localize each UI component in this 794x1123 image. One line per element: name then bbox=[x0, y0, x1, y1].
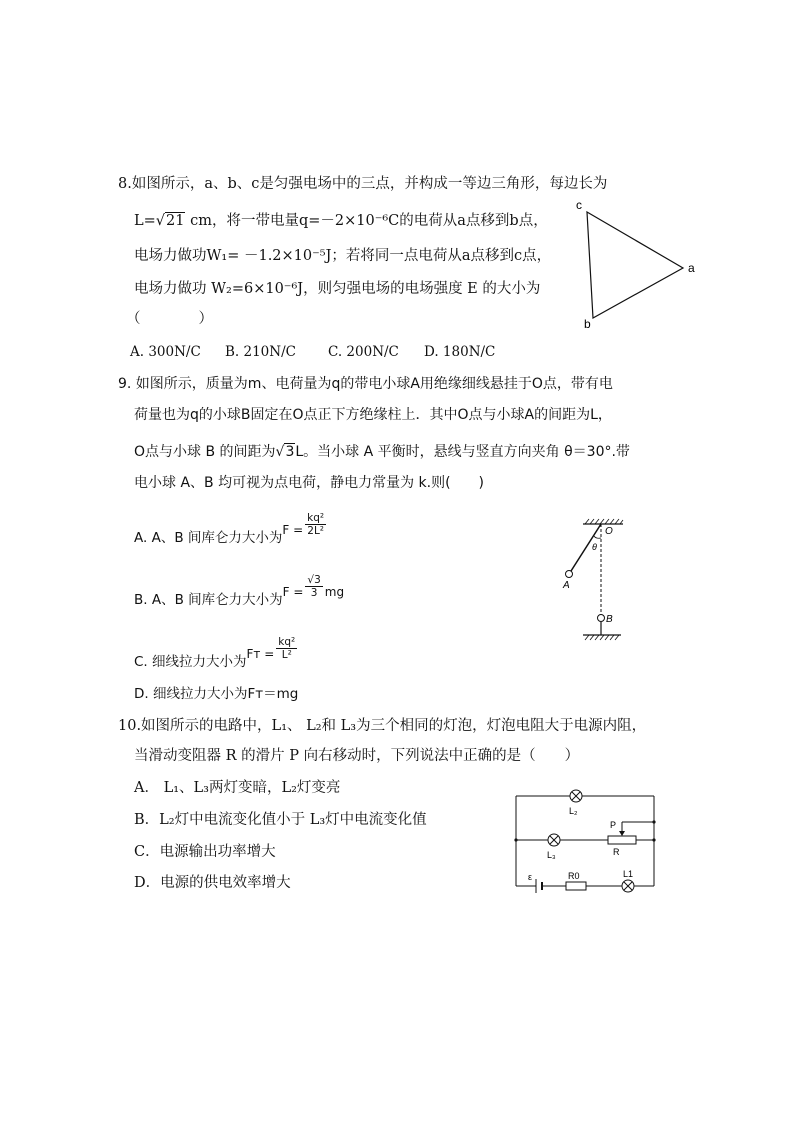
q8-label-a: a bbox=[688, 261, 695, 275]
q10-label-r0: R0 bbox=[568, 871, 580, 881]
q10-junction-right-mid bbox=[652, 838, 655, 841]
q8-line-3: 电场力做功W₁= －1.2×10⁻⁵J；若将同一点电荷从a点移到c点， bbox=[134, 248, 552, 264]
q9-option-c bbox=[134, 636, 297, 678]
q8-sqrt-symbol: √ bbox=[155, 213, 166, 229]
q9-label-theta: θ bbox=[592, 542, 597, 552]
q10-rheostat-r bbox=[608, 836, 636, 844]
q9-option-c-num: kq² bbox=[278, 636, 296, 648]
q9-label-a: A bbox=[563, 580, 570, 591]
q9-label-b: B bbox=[606, 614, 613, 625]
q9-option-d: D. 细线拉力大小为Fᴛ＝mg bbox=[134, 686, 299, 702]
q10-label-eps: ε bbox=[528, 872, 533, 882]
q8-line-1: 8.如图所示，a、b、c是匀强电场中的三点，并构成一等边三角形，每边长为 bbox=[118, 176, 608, 192]
q9-line-2: 荷量也为q的小球B固定在O点正下方绝缘柱上．其中O点与小球A的间距为L， bbox=[134, 407, 612, 423]
q9-option-a-den: 2L² bbox=[307, 525, 325, 537]
q9-option-a-num: kq² bbox=[307, 512, 325, 524]
q8-length-label: L= bbox=[134, 213, 156, 229]
q9-option-c-den: L² bbox=[281, 649, 292, 661]
q9-option-c-fraction bbox=[276, 636, 297, 661]
q10-line-2: 当滑动变阻器 R 的滑片 P 向右移动时，下列说法中正确的是（ ） bbox=[134, 748, 580, 764]
q8-option-a: A. 300N/C bbox=[130, 344, 201, 360]
q8-option-b: B. 210N/C bbox=[225, 344, 296, 360]
q10-option-d: D．电源的供电效率增大 bbox=[134, 875, 291, 891]
q8-triangle-figure bbox=[570, 196, 700, 336]
q9-ball-a bbox=[566, 571, 573, 578]
q9-line-1: 9. 如图所示，质量为m、电荷量为q的带电小球A用绝缘细线悬挂于O点，带有电 bbox=[118, 376, 613, 392]
q8-label-c: c bbox=[576, 198, 582, 212]
q9-option-c-lhs: Fᴛ = bbox=[246, 647, 275, 661]
q9-ceiling-hatch bbox=[585, 519, 623, 524]
q9-option-a-lhs: F = bbox=[282, 523, 304, 537]
q10-junction-left bbox=[514, 838, 517, 841]
q8-option-c: C. 200N/C bbox=[328, 344, 399, 360]
q10-junction-right bbox=[652, 820, 655, 823]
q9-line-3-start: O点与小球 B 的间距为 bbox=[134, 444, 276, 460]
q9-angle-arc bbox=[594, 536, 601, 538]
q10-label-l1: L1 bbox=[623, 869, 634, 879]
q9-ball-b bbox=[598, 615, 605, 622]
q9-option-b-den: 3 bbox=[310, 587, 318, 599]
q10-slider-arrow bbox=[619, 831, 625, 836]
q9-option-a-fraction bbox=[305, 512, 326, 537]
q8-answer-paren: （ ） bbox=[126, 311, 213, 327]
q8-option-d: D. 180N/C bbox=[424, 344, 496, 360]
q9-sqrt-symbol: √ bbox=[275, 444, 285, 460]
q9-option-a bbox=[134, 512, 326, 554]
q9-option-b-fraction bbox=[305, 574, 322, 599]
q9-radicand: 3 bbox=[285, 444, 295, 460]
q10-option-a: A． L₁、L₃两灯变暗，L₂灯变亮 bbox=[134, 780, 341, 796]
q10-label-r: R bbox=[613, 847, 620, 857]
q10-option-c: C．电源输出功率增大 bbox=[134, 844, 276, 860]
q8-triangle bbox=[587, 212, 683, 318]
q8-line-2-rest: cm，将一带电量q=－2×10⁻⁶C的电荷从a点移到b点， bbox=[185, 213, 548, 229]
q9-option-b-num: √3 bbox=[307, 574, 321, 586]
q10-label-p: P bbox=[610, 820, 617, 830]
q9-line-3-rest: L。当小球 A 平衡时，悬线与竖直方向夹角 θ＝30°.带 bbox=[295, 444, 630, 460]
q9-label-o: O bbox=[605, 526, 613, 537]
q9-line-3 bbox=[134, 442, 630, 462]
q8-line-2 bbox=[134, 211, 548, 231]
q9-option-b-text: B. A、B 间库仑力大小为 bbox=[134, 592, 283, 608]
q10-line-1: 10.如图所示的电路中，L₁、 L₂和 L₃为三个相同的灯泡，灯泡电阻大于电源内阻， bbox=[118, 718, 647, 734]
q10-resistor-r0 bbox=[566, 882, 586, 890]
q8-radicand: 21 bbox=[166, 213, 185, 229]
q9-option-b bbox=[134, 574, 344, 616]
q9-option-c-text: C. 细线拉力大小为 bbox=[134, 654, 247, 670]
q10-label-l3: L₃ bbox=[547, 850, 556, 860]
q10-option-b: B．L₂灯中电流变化值小于 L₃灯中电流变化值 bbox=[134, 812, 427, 828]
q9-option-b-tail: mg bbox=[324, 585, 345, 599]
q9-option-b-lhs: F = bbox=[282, 585, 304, 599]
q10-label-l2: L₂ bbox=[569, 806, 578, 816]
q8-label-b: b bbox=[584, 317, 591, 331]
q9-pendulum-figure bbox=[555, 518, 635, 648]
q10-circuit-figure bbox=[510, 784, 660, 894]
q9-ground-hatch bbox=[585, 635, 619, 640]
q8-line-4: 电场力做功 W₂=6×10⁻⁶J，则匀强电场的电场强度 E 的大小为 bbox=[134, 281, 541, 297]
q9-option-a-text: A. A、B 间库仑力大小为 bbox=[134, 530, 283, 546]
q9-line-4: 电小球 A、B 均可视为点电荷，静电力常量为 k.则( ) bbox=[134, 475, 485, 491]
